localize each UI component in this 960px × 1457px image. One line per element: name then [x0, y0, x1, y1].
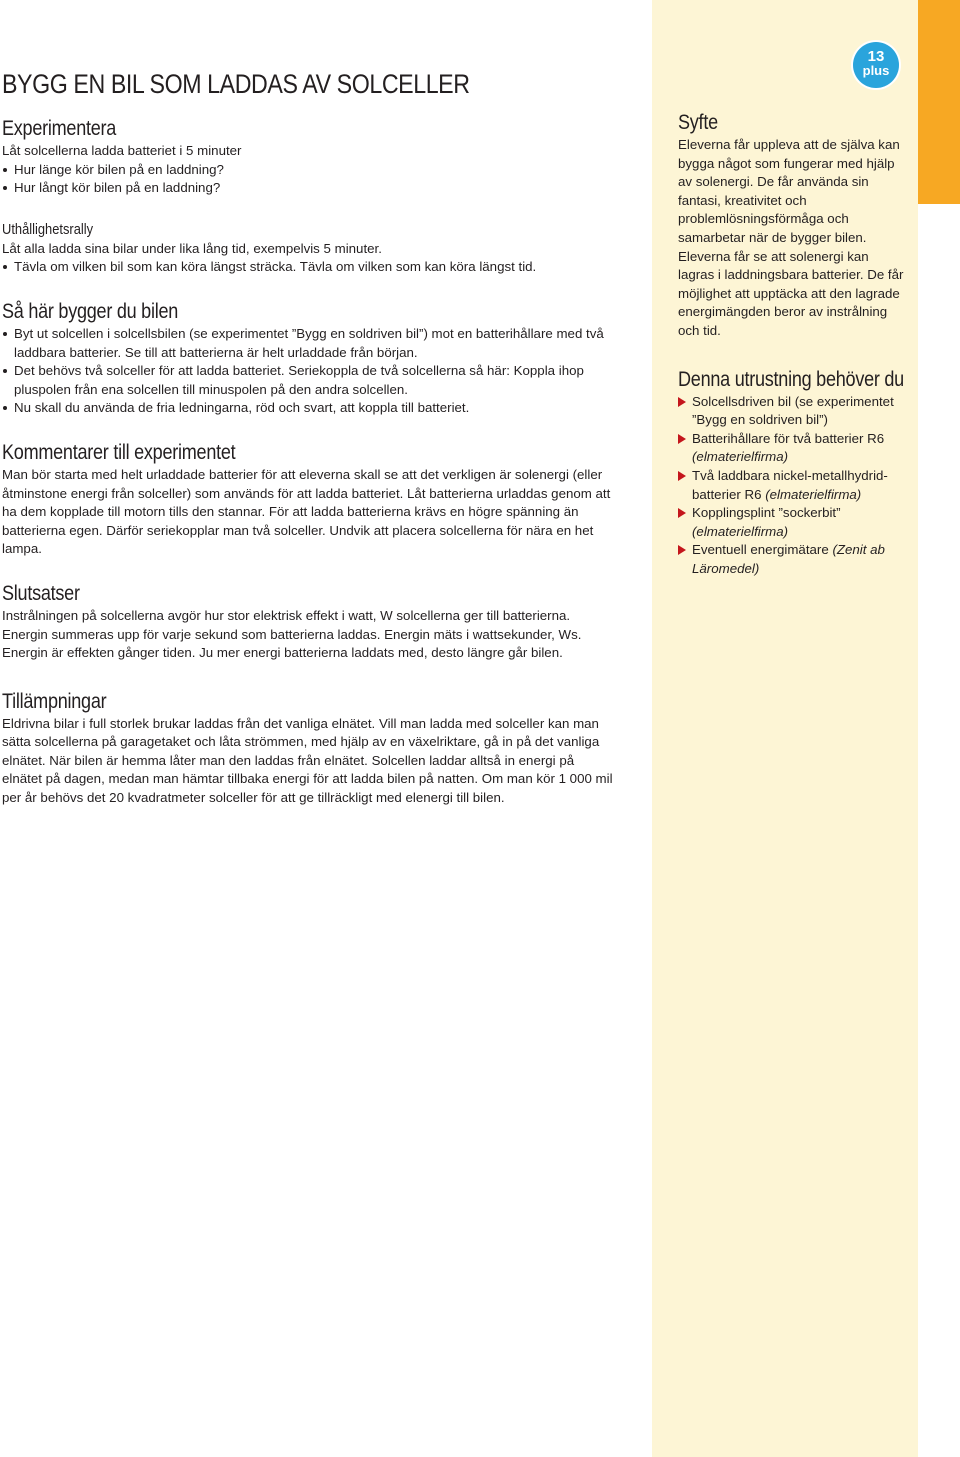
section-experimentera [2, 116, 614, 198]
badge-number: 13 [867, 48, 885, 65]
list-item: Batterihållare för två batterier R6 (elmaterielfirma) [678, 430, 906, 467]
section-rally [2, 220, 614, 277]
list-item: Hur långt kör bilen på en laddning? [2, 179, 614, 198]
heading-utrustning: Denna utrustning behöver du [678, 367, 904, 391]
tillampningar-text: Eldrivna bilar i full storlek brukar laddas från det vanliga elnätet. Vill man ladda med solceller kan man sätta solcellerna på garagetaket och låta strömmen, med hjälp av en växelriktare, gå in på det vanliga elnätet. När bilen är hemma låter man den laddas från elnätet. Solcellen laddar alltså in energi på elnätet på dagen, medan man hämtar tillbaka energi för att ladda bilen på natten. Om man kör 1 000 mil per år behövs det 20 kvadratmeter solceller för att ge tillräckligt med elenergi till bilen. [2, 715, 613, 806]
bygger-list [2, 325, 614, 418]
heading-kommentarer: Kommentarer till experimentet [2, 440, 236, 464]
syfte-text: Eleverna får uppleva att de själva kan bygga något som fungerar med hjälp av solenergi. De får använda sin fantasi, kreativitet och problemlösningsförmåga och samarbetar när de bygger bilen. Eleverna får se att solenergi kan lagras i laddningsbara batterier. De får möjlighet att upptäcka att den lagrade energimängden beror av instrålning och tid. [678, 137, 904, 338]
experimentera-list [2, 161, 614, 198]
level-badge [853, 42, 899, 88]
heading-tillampningar: Tillämpningar [2, 689, 107, 713]
section-utrustning [678, 367, 906, 579]
heading-bygger: Så här bygger du bilen [2, 299, 179, 323]
utrustning-list [678, 393, 906, 579]
experimentera-intro: Låt solcellerna ladda batteriet i 5 minuter [2, 143, 242, 158]
badge-text: plus [862, 63, 890, 78]
heading-syfte: Syfte [678, 111, 718, 134]
section-slutsatser [2, 581, 614, 663]
page-title: BYGG EN BIL SOM LADDAS AV SOLCELLER [2, 69, 470, 99]
list-item: Två laddbara nickel-metallhydrid-batterier R6 (elmaterielfirma) [678, 467, 906, 504]
sidebar [652, 0, 918, 1457]
section-bygger [2, 299, 614, 418]
list-item: Kopplingsplint ”sockerbit” (elmaterielfirma) [678, 504, 906, 541]
list-item: Nu skall du använda de fria ledningarna, röd och svart, att koppla till batteriet. [2, 399, 614, 418]
heading-rally: Uthållighetsrally [2, 220, 94, 238]
list-item: Eventuell energimätare (Zenit ab Läromedel) [678, 541, 906, 578]
accent-bar [918, 0, 960, 204]
section-syfte [678, 110, 906, 341]
list-item: Solcellsdriven bil (se experimentet ”Bygg en soldriven bil”) [678, 393, 906, 430]
sidebar-content [678, 110, 906, 578]
list-item: Hur länge kör bilen på en laddning? [2, 161, 614, 180]
section-tillampningar [2, 689, 614, 808]
list-item: Det behövs två solceller för att ladda batteriet. Seriekoppla de två solcellerna så här: Koppla ihop pluspolen från ena solcellen till minuspolen på den andra solcellen. [2, 362, 614, 399]
section-kommentarer [2, 440, 614, 559]
list-item: Tävla om vilken bil som kan köra längst sträcka. Tävla om vilken som kan köra längst tid. [2, 258, 614, 277]
rally-intro: Låt alla ladda sina bilar under lika lång tid, exempelvis 5 minuter. [2, 240, 382, 256]
rally-list [2, 258, 614, 277]
slutsatser-text: Instrålningen på solcellerna avgör hur stor elektrisk effekt i watt, W solcellerna ger till batterierna. Energin summeras upp för varje sekund som batterierna laddas. Energin mäts i wattsekunder, Ws. Energin är effekten gånger tiden. Ju mer energi batterierna laddats med, desto längre går bilen. [2, 607, 582, 661]
list-item: Byt ut solcellen i solcellsbilen (se experimentet ”Bygg en soldriven bil”) mot en batterihållare med två laddbara batterier. Se till att batterierna är helt urladdade från början. [2, 325, 614, 362]
heading-slutsatser: Slutsatser [2, 581, 80, 605]
heading-experimentera: Experimentera [2, 117, 117, 140]
main-column [2, 64, 614, 808]
kommentarer-text: Man bör starta med helt urladdade batterier för att eleverna skall se att det verkligen är solenergi (eller åtminstone energi från solceller) som används för att ladda batteriet. Låt batterierna urladdas genom att ha dem kopplade till motorn tills den stannar. För att ladda batterierna krävs en högre spänning än batterierna egen. Därför seriekopplar man två solceller. Undvik att placera solcellerna för nära en het lampa. [2, 466, 611, 557]
